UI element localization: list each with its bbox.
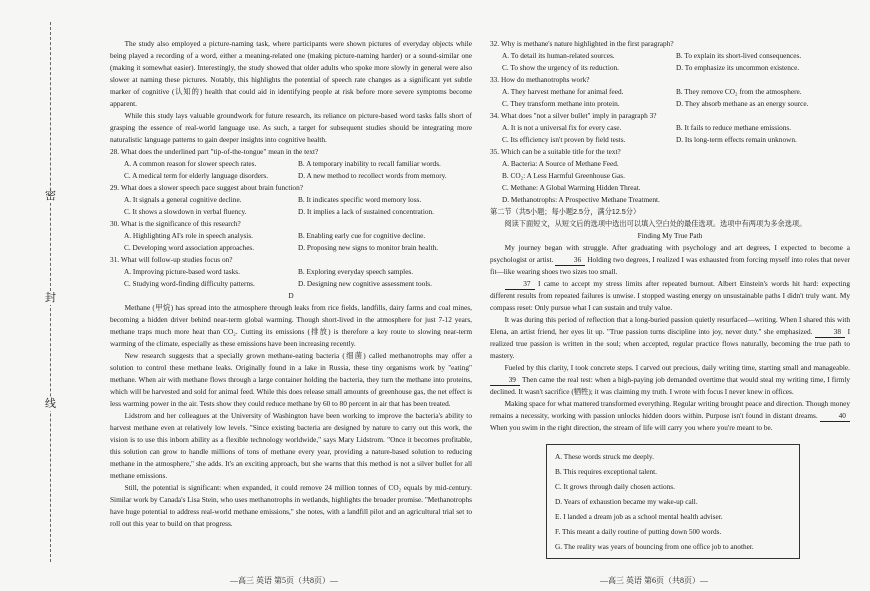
option-d: D. To emphasize its uncommon existence. (676, 63, 800, 72)
option-c: C. A medical term for elderly language disorders. (124, 171, 269, 180)
option-c: C. Studying word-finding difficulty patterns. (124, 279, 255, 288)
option-b: B. A temporary inability to recall familiar words. (298, 159, 441, 168)
seal-char-feng: 封 (45, 292, 56, 304)
option-a: A. Highlighting AI's role in speech analysis. (124, 231, 253, 240)
option-item: D. Years of exhaustion became my wake-up call. (555, 497, 698, 506)
question-35 (490, 146, 850, 206)
question-stem: 34. What does "not a silver bullet" imply in paragraph 3? (490, 111, 657, 120)
option-c: C. Methane: A Global Warming Hidden Threat. (502, 183, 641, 192)
question-stem: 35. Which can be a suitable title for the text? (490, 147, 621, 156)
option-item: E. I landed a dream job as a school mental health adviser. (555, 512, 723, 521)
cloze-paragraph-2: 37 I came to accept my stress limits after repeated burnout. Albert Einstein's words hit hard: expecting different results from repeated failures is unwise. I stopped wasting energy on unsustainable paths I didn't truly want. My compass reset: Only pursue what I can sustain and truly value. (490, 279, 850, 312)
option-item: B. This requires exceptional talent. (555, 467, 657, 476)
option-b: B. They remove CO₂ from the atmosphere. (676, 87, 802, 96)
blank-36: 36 (555, 255, 585, 266)
option-d: D. Designing new cognitive assessment tools. (298, 279, 432, 288)
seal-char-mi: 密 (45, 190, 56, 202)
passage-title: Finding My True Path (637, 231, 703, 240)
passage-d-paragraph-1: Methane (甲烷) has spread into the atmosphere through leaks from rice fields, landfills, dairy farms and coal mines, becoming a hidden driver behind near-term global warming. Though short-lived in the atmosphere for just 7-12 years, methane traps much more heat than CO₂. Cutting its emissions (排放) is therefore a key route to slowing near-term warming of the climate, especially as these emissions have been increasing recently. (110, 303, 472, 348)
option-a: A. A common reason for slower speech rates. (124, 159, 257, 168)
option-b: B. It indicates specific word memory loss. (298, 195, 422, 204)
question-stem: 31. What will follow-up studies focus on? (110, 255, 233, 264)
cloze-paragraph-3: It was during this period of reflection that a long-buried passion quietly resurfaced—writing. When I shared this with Elena, an artist friend, her eyes lit up. "True passion turns discipline into joy, never duty." she emphasized. 38 I realized true passion is written in the soul; when accepted, regular practice flows naturally, becoming the true path to mastery. (490, 315, 850, 360)
seal-margin (0, 0, 88, 591)
option-a: A. They harvest methane for animal feed. (502, 87, 624, 96)
option-c: C. To show the urgency of its reduction. (502, 63, 619, 72)
section-2-heading: 第二节（共5小题；每小题2.5分，满分12.5分） (490, 207, 641, 216)
question-stem: 32. Why is methane's nature highlighted in the first paragraph? (490, 39, 674, 48)
question-30 (110, 218, 472, 254)
option-b: B. Exploring everyday speech samples. (298, 267, 414, 276)
section-d-heading: D (288, 291, 294, 300)
option-d: D. Proposing new signs to monitor brain health. (298, 243, 439, 252)
blank-40: 40 (820, 411, 850, 422)
question-34 (490, 110, 850, 146)
option-d: D. Its long-term effects remain unknown. (676, 135, 797, 144)
option-d: D. Methanotrophs: A Prospective Methane Treatment. (502, 195, 660, 204)
passage-d-paragraph-3: Lidstrom and her colleagues at the University of Washington have been working to improve the bacteria's ability to harvest methane even at relatively low levels. "Since existing bacteria are designed by nature to carry out this work, the vision is to use this inborn ability as a flexible technology worldwide," says Mary Lidstrom. "Once it becomes profitable, this solution can grow to handle millions of tons of methane every year, providing a nature-based solution to reducing methane in the atmosphere," she adds. It's an exciting approach, but she warns that this method is not a silver bullet for all methane emissions. (110, 411, 472, 480)
option-a: A. Bacteria: A Source of Methane Feed. (502, 159, 619, 168)
cloze-paragraph-1: My journey began with struggle. After graduating with psychology and art degrees, I expected to become a psychologist or artist. 36 Holding two degrees, I realized I was exhausted from forcing myself into roles that never fit—like wearing shoes two sizes too small. (490, 243, 850, 276)
option-item: C. It grows through daily chosen actions. (555, 482, 675, 491)
option-b: B. To explain its short-lived consequences. (676, 51, 802, 60)
option-b: B. Enabling early cue for cognitive decline. (298, 231, 426, 240)
left-page (110, 38, 472, 530)
option-c: C. They transform methane into protein. (502, 99, 620, 108)
question-28 (110, 146, 472, 182)
question-33 (490, 74, 850, 110)
option-d: D. A new method to recollect words from memory. (298, 171, 447, 180)
question-32 (490, 38, 850, 74)
question-stem: 29. What does a slower speech pace suggest about brain function? (110, 183, 303, 192)
seal-char-xian: 线 (45, 398, 56, 410)
question-31 (110, 254, 472, 290)
question-stem: 28. What does the underlined part "tip-of-the-tongue" mean in the text? (110, 147, 319, 156)
option-a: A. It signals a general cognitive decline. (124, 195, 242, 204)
right-page (490, 38, 850, 559)
option-b: B. It fails to reduce methane emissions. (676, 123, 792, 132)
options-box (546, 444, 800, 559)
question-stem: 30. What is the significance of this research? (110, 219, 241, 228)
option-item: A. These words struck me deeply. (555, 452, 654, 461)
page-footer-left: —高三 英语 第5页（共8页）— (230, 576, 338, 585)
option-a: A. It is not a universal fix for every case. (502, 123, 622, 132)
option-item: F. This meant a daily routine of putting down 500 words. (555, 527, 722, 536)
question-29 (110, 182, 472, 218)
option-a: A. To detail its human-related sources. (502, 51, 615, 60)
option-item: G. The reality was years of bouncing from one office job to another. (555, 542, 754, 551)
page-footer-right: —高三 英语 第6页（共8页）— (600, 576, 708, 585)
cloze-paragraph-4: Fueled by this clarity, I took concrete steps. I carved out precious, daily writing time, starting small and manageable. 39 Then came the real test: when a high-paying job demanded overtime that would steal my writing time, I firmly declined. It wasn't sacrifice (牺牲); it was claiming my truth. I wrote with focus I never knew in offices. (490, 363, 850, 396)
question-stem: 33. How do methanotrophs work? (490, 75, 590, 84)
blank-38: 38 (815, 327, 845, 338)
passage-c-paragraph-1: The study also employed a picture-naming task, where participants were shown pictures of everyday objects while being played a recording of a word, either a meaning-related one (making picture-naming harder) or a sound-similar one (making it somewhat easier). Interestingly, the study showed that older adults who spoke more slowly in general were also slower at naming these pictures. Notably, this highlights the potential of speech rate changes as a significant yet subtle marker of cognitive (认知的) health that could aid in identifying people at risk before more severe symptoms become apparent. (110, 39, 472, 108)
section-2-instruction: 阅读下面短文，从短文后的选项中选出可以填入空白处的最佳选项。选项中有两项为多余选项。 (504, 219, 807, 228)
option-c: C. Its efficiency isn't proven by field tests. (502, 135, 626, 144)
option-c: C. It shows a slowdown in verbal fluency. (124, 207, 247, 216)
passage-d-paragraph-2: New research suggests that a specially grown methane-eating bacteria (细菌) called methanotrophs may offer a solution to control these methane leaks. Originally found in a lake in Russia, these tiny organisms work by "eating" methane. When air with methane flows through a large container holding the bacteria, they turn the methane into proteins, which will be harvested and sold for animal feed. While this does release small amounts of greenhouse gas, the net effect is less warming power in the air. Tests show they could reduce methane by 60 to 80 percent in air that has been treated. (110, 351, 472, 408)
option-d: D. It implies a lack of sustained concentration. (298, 207, 434, 216)
option-d: D. They absorb methane as an energy source. (676, 99, 809, 108)
blank-37: 37 (505, 279, 535, 290)
option-b: B. CO₂: A Less Harmful Greenhouse Gas. (502, 171, 625, 180)
option-c: C. Developing word association approaches. (124, 243, 255, 252)
blank-39: 39 (490, 375, 520, 386)
passage-d-paragraph-4: Still, the potential is significant: when expanded, it could remove 24 million tonnes of CO₂ equals by mid-century. Similar work by Canada's Lisa Stein, who uses methanotrophs in wetlands, highlights the broader promise. "Methanotrophs have huge potential to address real-world methane emissions," she notes, with a landfill pilot and an agricultural trial set to roll out this year to build on that progress. (110, 483, 472, 528)
option-a: A. Improving picture-based word tasks. (124, 267, 240, 276)
passage-c-paragraph-2: While this study lays valuable groundwork for future research, its reliance on picture-based word tasks falls short of grasping the essence of real-world language use. As such, a target for subsequent studies should be integrating more naturalistic language patterns to gain deeper insights into cognitive health. (110, 111, 472, 144)
cloze-paragraph-5: Making space for what mattered transformed everything. Regular writing brought peace and direction. Though money remains a necessity, working with passion unlocks hidden doors within. Purpose isn't found in distant dreams. 40 When you swim in the right direction, the stream of life will carry you where you're meant to be. (490, 399, 850, 432)
